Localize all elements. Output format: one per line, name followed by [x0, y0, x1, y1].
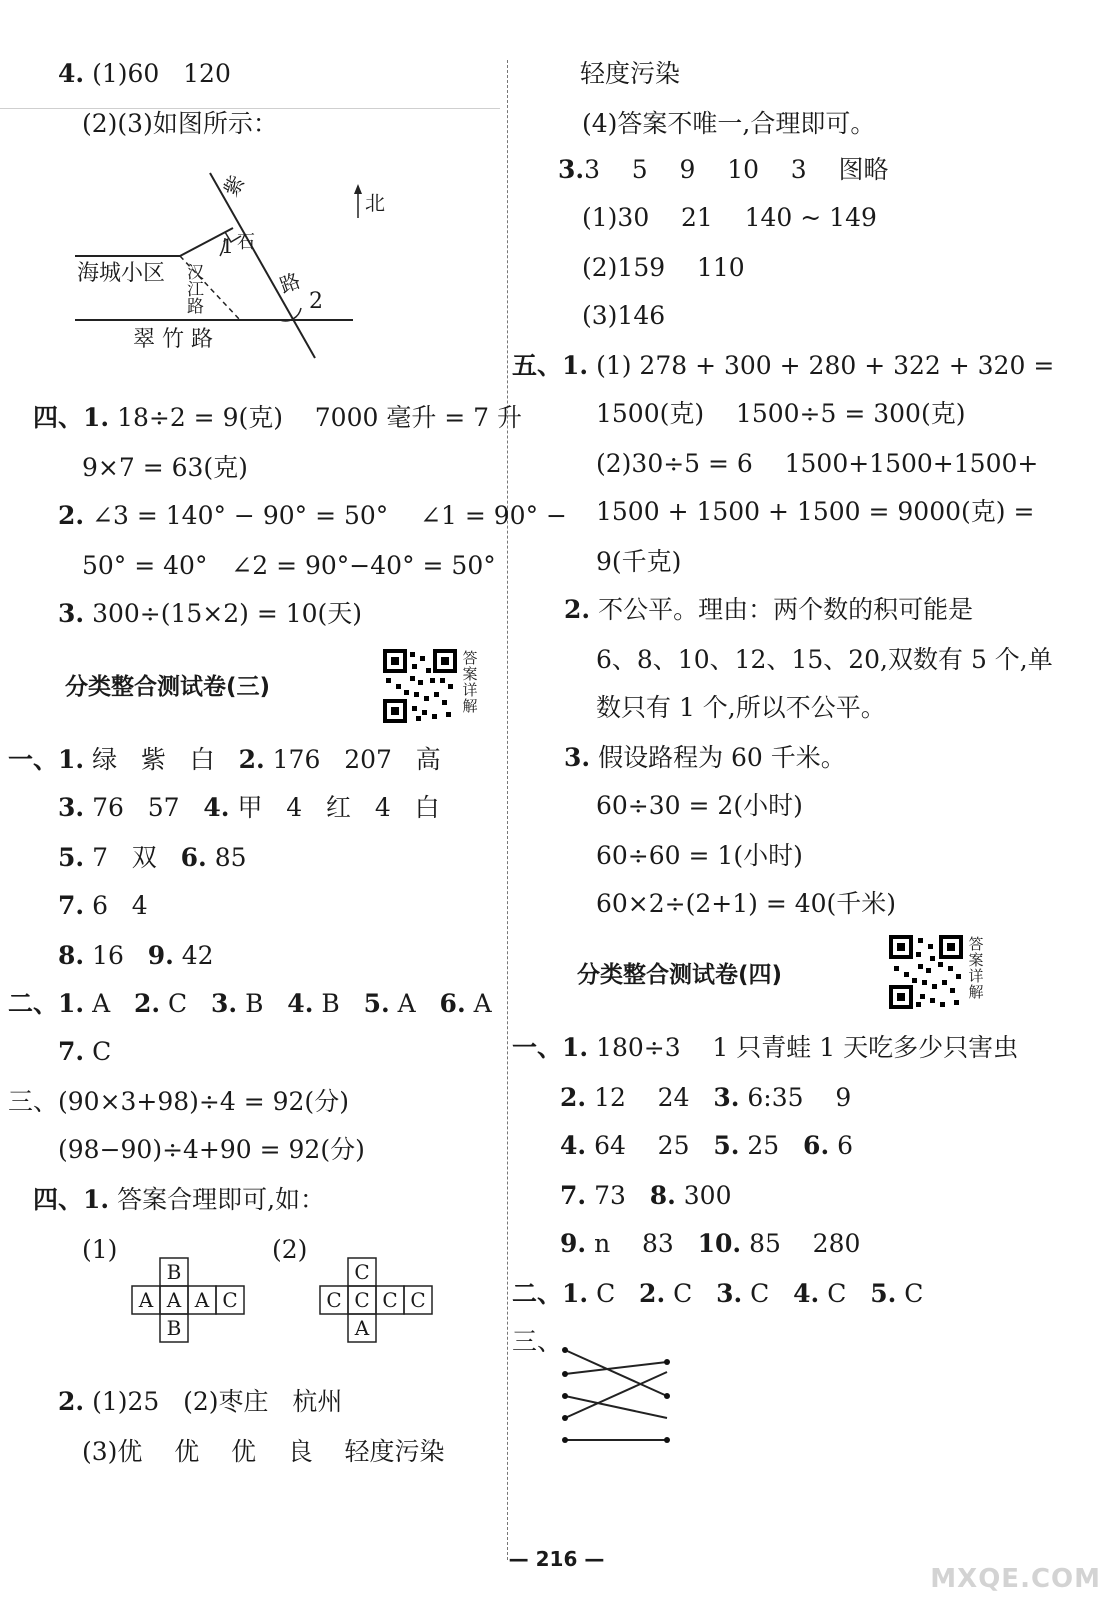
section-title: 分类整合测试卷(四)	[577, 962, 783, 988]
answer-line: 50° = 40° ∠2 = 90°−40° = 50°	[82, 551, 496, 580]
answer-line: (4)答案不唯一,合理即可。	[582, 109, 876, 138]
answer-line: (3)优 优 优 良 轻度污染	[82, 1437, 445, 1466]
angle-2-label: 2	[309, 289, 323, 314]
answer-line: 3. 假设路程为 60 千米。	[564, 743, 846, 772]
answer-line: 1500(克) 1500÷5 = 300(克)	[596, 399, 966, 428]
cube-net-2	[318, 1258, 438, 1348]
answer-line: 9. n 83 10. 85 280	[560, 1229, 861, 1258]
cube-face: A	[194, 1288, 210, 1312]
answer-line: (2)159 110	[582, 253, 745, 282]
cube-net-2-label: (2)	[272, 1235, 308, 1264]
answer-line: 一、1. 绿 紫 白 2. 176 207 高	[8, 745, 441, 774]
answer-line: 6、8、10、12、15、20,双数有 5 个,单	[596, 645, 1053, 674]
community-label: 海城小区	[77, 261, 166, 286]
answer-line: (3)146	[582, 301, 666, 330]
cube-face: C	[382, 1288, 398, 1312]
cube-face: C	[326, 1288, 342, 1312]
cube-net-1	[130, 1258, 250, 1348]
qr-code	[382, 648, 458, 724]
answer-line: 四、1. 18÷2 = 9(克) 7000 毫升 = 7 升	[33, 403, 523, 432]
road-label: 路	[276, 268, 304, 298]
section-title: 分类整合测试卷(三)	[65, 674, 271, 700]
qr-caption: 答案详解	[968, 935, 984, 1001]
answer-line: 2. 12 24 3. 6:35 9	[560, 1083, 852, 1112]
answer-line: 4. (1)60 120	[58, 59, 231, 88]
answer-line: (2)(3)如图所示：	[82, 109, 278, 138]
answer-line: 三、(90×3+98)÷4 = 92(分)	[8, 1087, 349, 1116]
answer-line: (1)30 21 140 ~ 149	[582, 203, 877, 232]
answer-line: 2. 不公平。理由：两个数的积可能是	[564, 595, 974, 624]
answer-line: 9×7 = 63(克)	[82, 453, 248, 482]
cube-face: C	[354, 1288, 370, 1312]
road-stone-label: 石	[237, 232, 255, 253]
answer-line: 60÷30 = 2(小时)	[596, 791, 803, 820]
answer-line: 7. 6 4	[58, 891, 148, 920]
cube-face: A	[166, 1288, 182, 1312]
watermark: MXQE.COM	[930, 1564, 1101, 1594]
cube-face: B	[166, 1260, 182, 1284]
answer-line: 数只有 1 个,所以不公平。	[596, 693, 886, 722]
hanjiang-road-label: 汉江路	[183, 263, 203, 314]
cube-face: C	[222, 1288, 238, 1312]
answer-line: 5. 7 双 6. 85	[58, 843, 247, 872]
answer-line: 7. C	[58, 1037, 112, 1066]
road-purple-label: 紫	[218, 171, 250, 201]
answer-line: 3. 76 57 4. 甲 4 红 4 白	[58, 793, 440, 822]
answer-line: 二、1. C 2. C 3. C 4. C 5. C	[512, 1279, 924, 1308]
answer-line: 7. 73 8. 300	[560, 1181, 732, 1210]
answer-line: 60×2÷(2+1) = 40(千米)	[596, 889, 897, 918]
cube-face: B	[166, 1316, 182, 1340]
angle-1-label: 1	[221, 234, 234, 258]
matching-label: 三、	[512, 1327, 563, 1356]
answer-line: 五、1. (1) 278 + 300 + 280 + 322 + 320 =	[512, 351, 1055, 380]
cube-face: A	[138, 1288, 154, 1312]
qr-caption: 答案详解	[462, 649, 478, 715]
answer-line: 60÷60 = 1(小时)	[596, 841, 803, 870]
answer-line: 9(千克)	[596, 547, 682, 576]
answer-line: 4. 64 25 5. 25 6. 6	[560, 1131, 854, 1160]
road-map-figure	[75, 168, 385, 368]
answer-line: 2. (1)25 (2)枣庄 杭州	[58, 1387, 343, 1416]
column-separator	[507, 60, 508, 1560]
answer-line: 轻度污染	[580, 59, 681, 88]
answer-line: 一、1. 180÷3 1 只青蛙 1 天吃多少只害虫	[512, 1033, 1019, 1062]
answer-line: 1500 + 1500 + 1500 = 9000(克) =	[596, 497, 1035, 526]
answer-line: (2)30÷5 = 6 1500+1500+1500+	[596, 449, 1039, 478]
qr-code	[888, 934, 964, 1010]
cube-face: C	[354, 1260, 370, 1284]
answer-line: 3.3 5 9 10 3 图略	[558, 155, 889, 184]
answer-line: 四、1. 答案合理即可,如：	[33, 1185, 326, 1214]
cube-net-1-label: (1)	[82, 1235, 118, 1264]
cube-face: A	[354, 1316, 370, 1340]
page-number: — 216 —	[508, 1547, 605, 1571]
answer-line: 2. ∠3 = 140° − 90° = 50° ∠1 = 90° −	[58, 501, 567, 530]
compass-north-label: 北	[365, 191, 385, 215]
answer-line: 二、1. A 2. C 3. B 4. B 5. A 6. A	[8, 989, 492, 1018]
cuizhu-road-label: 翠 竹 路	[133, 327, 213, 352]
matching-lines-figure	[555, 1340, 685, 1450]
answer-line: 8. 16 9. 42	[58, 941, 214, 970]
answer-line: 3. 300÷(15×2) = 10(天)	[58, 599, 363, 628]
cube-face: C	[410, 1288, 426, 1312]
answer-line: (98−90)÷4+90 = 92(分)	[58, 1135, 365, 1164]
